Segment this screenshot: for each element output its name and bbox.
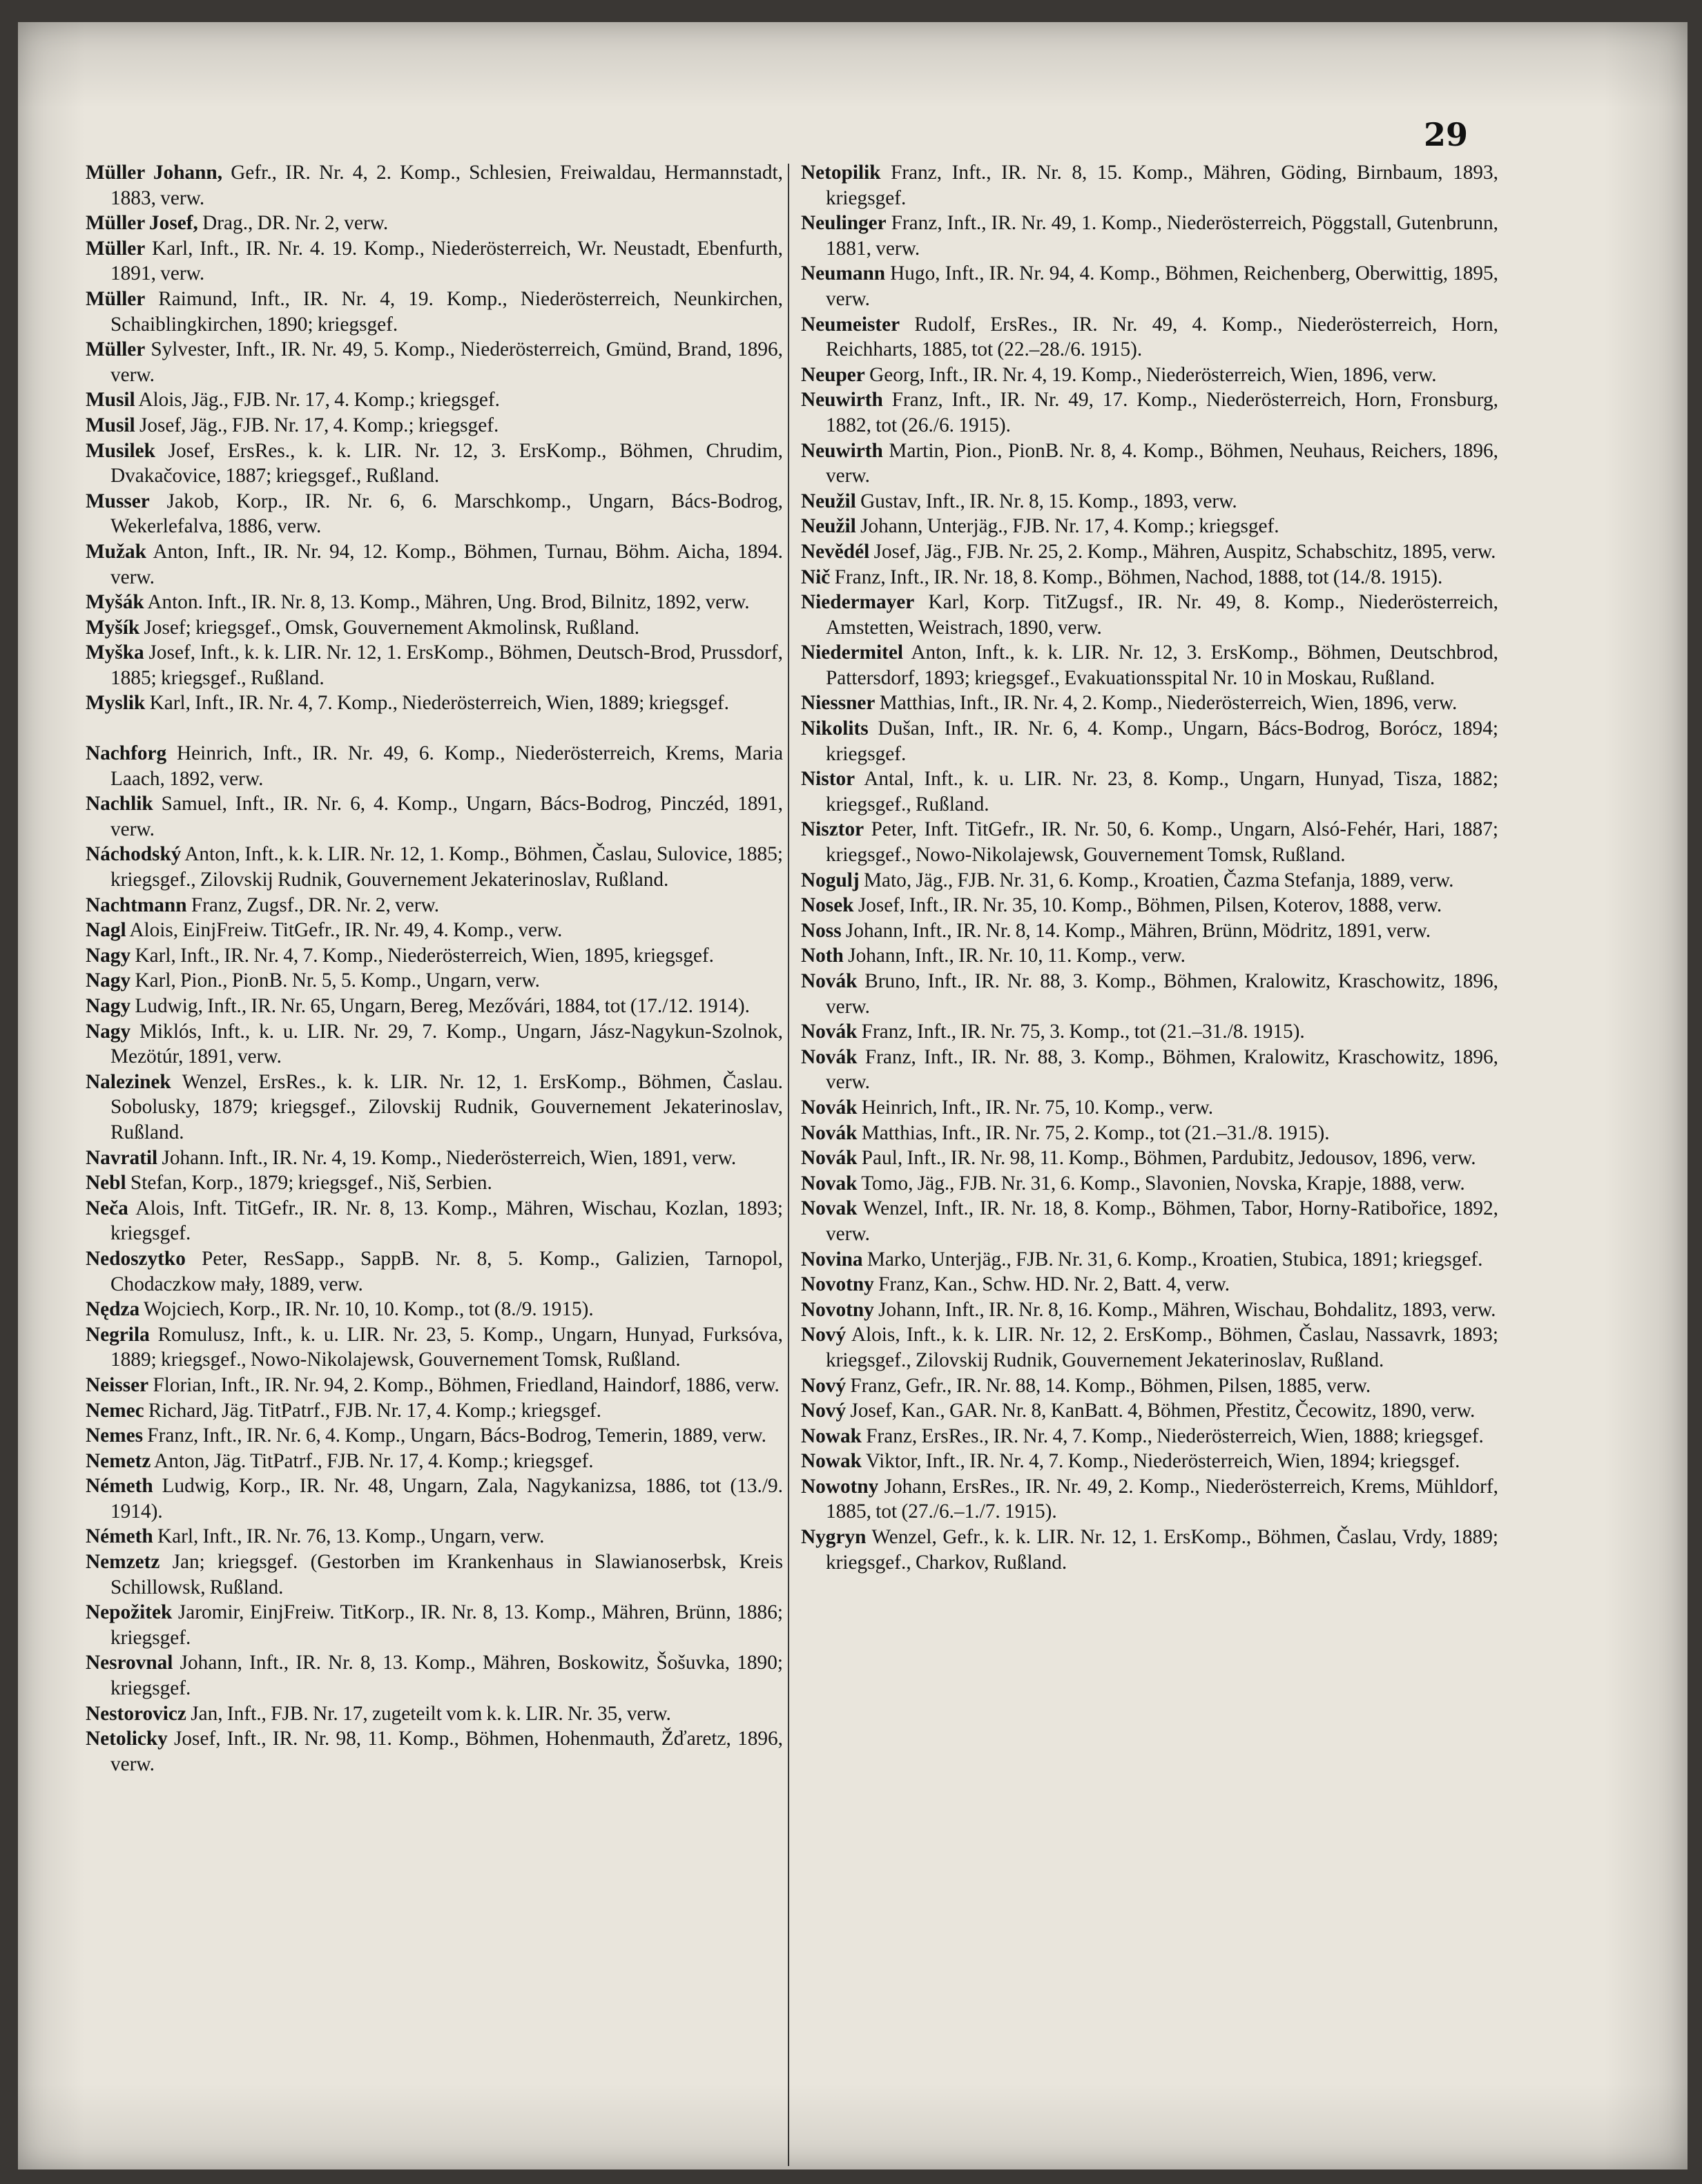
entry-details: Franz, Inft., IR. Nr. 18, 8. Komp., Böhmen, Nachod, 1888, tot (14./8. 1915). — [830, 566, 1443, 588]
list-entry — [801, 817, 1498, 867]
entry-details: Anton. Inft., IR. Nr. 8, 13. Komp., Mähren, Ung. Brod, Bilnitz, 1892, verw. — [144, 591, 750, 614]
entry-details: Richard, Jäg. TitPatrf., FJB. Nr. 17, 4. Komp.; kriegsgef. — [144, 1399, 601, 1422]
list-entry — [86, 590, 783, 615]
entry-details: Josef; kriegsgef., Omsk, Gouvernement Akmolinsk, Rußland. — [139, 616, 640, 639]
list-entry — [86, 413, 783, 438]
entry-surname: Noss — [801, 919, 842, 942]
entry-details: Wenzel, Gefr., k. k. LIR. Nr. 12, 1. ErsKomp., Böhmen, Časlau, Vrdy, 1889; kriegsgef., Charkov, Rußland. — [826, 1526, 1498, 1574]
list-entry — [801, 261, 1498, 311]
list-entry — [801, 438, 1498, 489]
entry-details: Karl, Pion., PionB. Nr. 5, 5. Komp., Ungarn, verw. — [130, 969, 541, 992]
entry-details: Karl, Inft., IR. Nr. 4, 7. Komp., Niederösterreich, Wien, 1889; kriegsgef. — [145, 692, 729, 715]
entry-surname: Nachlik — [86, 793, 153, 815]
list-entry — [86, 1473, 783, 1524]
list-entry — [86, 1650, 783, 1701]
entry-details: Karl, Inft., IR. Nr. 4. 19. Komp., Niederösterreich, Wr. Neustadt, Ebenfurth, 1891, verw. — [110, 237, 783, 285]
entry-details: Jakob, Korp., IR. Nr. 6, 6. Marschkomp., Ungarn, Bács-Bodrog, Wekerlefalva, 1886, verw. — [110, 490, 783, 538]
entry-details: Josef, Jäg., FJB. Nr. 25, 2. Komp., Mähren, Auspitz, Schabschitz, 1895, verw. — [869, 540, 1496, 563]
entry-details: Franz, ErsRes., IR. Nr. 4, 7. Komp., Niederösterreich, Wien, 1888; kriegsgef. — [861, 1424, 1484, 1447]
entry-surname: Nestorovicz — [86, 1702, 186, 1725]
entry-surname: Nogulj — [801, 869, 860, 891]
entry-surname: Novak — [801, 1197, 858, 1220]
entry-surname: Novotny — [801, 1298, 874, 1321]
list-entry — [86, 741, 783, 791]
entry-surname: Musilek — [86, 439, 155, 462]
entry-surname: Nebl — [86, 1172, 126, 1195]
list-entry — [801, 766, 1498, 817]
entry-details: Anton, Inft., k. k. LIR. Nr. 12, 3. ErsKomp., Böhmen, Deutschbrod, Pattersdorf, 1893; kriegsgef., Evakuationsspital Nr. 10 in Moskau, Rußland. — [826, 641, 1498, 689]
entry-surname: Nesrovnal — [86, 1652, 173, 1674]
entry-details: Johann, Inft., IR. Nr. 10, 11. Komp., verw. — [843, 945, 1186, 967]
entry-surname: Müller — [86, 237, 146, 260]
entry-details: Franz, Inft., IR. Nr. 88, 3. Komp., Böhmen, Kralowitz, Kraschowitz, 1896, verw. — [826, 1045, 1498, 1094]
entry-details: Josef, Inft., IR. Nr. 98, 11. Komp., Böhmen, Hohenmauth, Žďaretz, 1896, verw. — [110, 1728, 783, 1775]
list-entry — [801, 565, 1498, 590]
entry-details: Gustav, Inft., IR. Nr. 8, 15. Komp., 1893, verw. — [855, 490, 1237, 512]
list-entry — [801, 868, 1498, 893]
list-entry — [86, 690, 783, 716]
right-column — [801, 160, 1498, 1575]
entry-surname: Musser — [86, 490, 150, 512]
entry-details: Wojciech, Korp., IR. Nr. 10, 10. Komp., tot (8./9. 1915). — [139, 1298, 594, 1321]
entry-details: Alois, Inft. TitGefr., IR. Nr. 8, 13. Komp., Mähren, Wischau, Kozlan, 1893; kriegsgef. — [110, 1197, 783, 1245]
list-entry — [801, 1398, 1498, 1424]
entry-details: Josef, Inft., IR. Nr. 35, 10. Komp., Böhmen, Pilsen, Koterov, 1888, verw. — [853, 894, 1442, 917]
entry-details: Jan, Inft., FJB. Nr. 17, zugeteilt vom k. k. LIR. Nr. 35, verw. — [186, 1702, 671, 1725]
entry-surname: Nygryn — [801, 1526, 867, 1549]
entry-details: Alois, EinjFreiw. TitGefr., IR. Nr. 49, 4. Komp., verw. — [126, 919, 563, 942]
entry-details: Peter, ResSapp., SappB. Nr. 8, 5. Komp., Galizien, Tarnopol, Chodaczkow mały, 1889, verw. — [110, 1247, 783, 1295]
list-entry — [86, 1246, 783, 1297]
list-entry — [86, 640, 783, 690]
entry-surname: Neužil — [801, 515, 856, 538]
entry-surname: Novák — [801, 1045, 858, 1068]
entry-surname: Neužil — [801, 490, 856, 512]
column-divider — [788, 164, 789, 2166]
entry-details: Franz, Inft., IR. Nr. 8, 15. Komp., Mähren, Göding, Birnbaum, 1893, kriegsgef. — [826, 162, 1498, 209]
list-entry — [801, 690, 1498, 716]
list-entry — [86, 1170, 783, 1196]
entry-surname: Neuwirth — [801, 389, 883, 412]
entry-details: Raimund, Inft., IR. Nr. 4, 19. Komp., Niederösterreich, Neunkirchen, Schaiblingkirchen, 1890; kriegsgef. — [110, 287, 783, 336]
entry-details: Jaromir, EinjFreiw. TitKorp., IR. Nr. 8, 13. Komp., Mähren, Brünn, 1886; kriegsgef. — [110, 1601, 783, 1649]
entry-details: Florian, Inft., IR. Nr. 94, 2. Komp., Böhmen, Friedland, Haindorf, 1886, verw. — [148, 1373, 780, 1396]
entry-surname: Negrila — [86, 1323, 150, 1346]
entry-details: Wenzel, ErsRes., k. k. LIR. Nr. 12, 1. ErsKomp., Böhmen, Časlau. Sobolusky, 1879; kriegsgef., Zilovskij Rudnik, Gouvernement Jekaterinoslav, Rußland. — [110, 1070, 783, 1143]
list-entry — [801, 1424, 1498, 1449]
entry-surname: Novák — [801, 1147, 858, 1170]
entry-details: Stefan, Korp., 1879; kriegsgef., Niš, Serbien. — [126, 1172, 492, 1195]
entry-surname: Nosek — [801, 894, 854, 917]
list-entry — [801, 716, 1498, 766]
entry-details: Peter, Inft. TitGefr., IR. Nr. 50, 6. Komp., Ungarn, Alsó-Fehér, Hari, 1887; kriegsgef., Nowo-Nikolajewsk, Gouvernement Tomsk, Rußland. — [826, 818, 1498, 867]
entry-details: Franz, Kan., Schw. HD. Nr. 2, Batt. 4, verw. — [873, 1273, 1230, 1296]
entry-details: Gefr., IR. Nr. 4, 2. Komp., Schlesien, Freiwaldau, Hermannstadt, 1883, verw. — [110, 162, 783, 209]
entry-surname: Neča — [86, 1197, 128, 1219]
entry-details: Wenzel, Inft., IR. Nr. 18, 8. Komp., Böhmen, Tabor, Horny-Ratibořice, 1892, verw. — [826, 1197, 1498, 1245]
entry-details: Karl, Korp. TitZugsf., IR. Nr. 49, 8. Komp., Niederösterreich, Amstetten, Weistrach, 1890, verw. — [826, 591, 1498, 639]
entry-details: Franz, Gefr., IR. Nr. 88, 14. Komp., Böhmen, Pilsen, 1885, verw. — [846, 1374, 1371, 1397]
entry-surname: Novák — [801, 1096, 858, 1119]
entry-surname: Németh — [86, 1475, 153, 1498]
list-entry — [801, 1146, 1498, 1171]
list-entry — [86, 438, 783, 489]
entry-surname: Novák — [801, 970, 858, 992]
entry-details: Josef, Inft., k. k. LIR. Nr. 12, 1. ErsKomp., Böhmen, Deutsch-Brod, Prussdorf, 1885; kriegsgef., Rußland. — [110, 641, 783, 689]
entry-surname: Nalezinek — [86, 1070, 171, 1093]
list-entry — [86, 1726, 783, 1777]
entry-details: Drag., DR. Nr. 2, verw. — [197, 212, 389, 235]
entry-surname: Müller Johann, — [86, 162, 223, 184]
list-entry — [86, 943, 783, 969]
entry-details: Franz, Inft., IR. Nr. 6, 4. Komp., Ungarn, Bács-Bodrog, Temerin, 1889, verw. — [142, 1424, 766, 1447]
entry-details: Martin, Pion., PionB. Nr. 8, 4. Komp., Böhmen, Neuhaus, Reichers, 1896, verw. — [826, 439, 1498, 487]
entry-surname: Nagy — [86, 944, 131, 967]
list-entry — [86, 387, 783, 413]
entry-details: Franz, Zugsf., DR. Nr. 2, verw. — [186, 893, 440, 916]
entry-surname: Nistor — [801, 768, 855, 791]
entry-surname: Nowotny — [801, 1475, 879, 1498]
entry-surname: Müller Josef, — [86, 212, 198, 235]
list-entry — [801, 1322, 1498, 1373]
entry-details: Mato, Jäg., FJB. Nr. 31, 6. Komp., Kroatien, Čazma Stefanja, 1889, verw. — [859, 869, 1454, 891]
entry-surname: Nowak — [801, 1450, 862, 1473]
list-entry — [86, 842, 783, 892]
entry-details: Heinrich, Inft., IR. Nr. 49, 6. Komp., Niederösterreich, Krems, Maria Laach, 1892, verw. — [110, 742, 783, 790]
entry-surname: Neuper — [801, 363, 865, 386]
entry-surname: Nędza — [86, 1298, 140, 1321]
entry-details: Alois, Jäg., FJB. Nr. 17, 4. Komp.; kriegsgef. — [135, 389, 500, 412]
list-entry — [86, 615, 783, 641]
entry-details: Alois, Inft., k. k. LIR. Nr. 12, 2. ErsKomp., Böhmen, Časlau, Nassavrk, 1893; kriegsgef., Zilovskij Rudnik, Gouvernement Jekaterinoslav, Rußland. — [826, 1324, 1498, 1371]
entry-surname: Müller — [86, 287, 146, 310]
list-entry — [801, 1525, 1498, 1575]
list-entry — [801, 211, 1498, 261]
entry-surname: Nemetz — [86, 1449, 151, 1472]
entry-surname: Myška — [86, 641, 144, 664]
list-entry — [86, 489, 783, 539]
list-entry — [801, 489, 1498, 514]
entry-surname: Nemec — [86, 1399, 144, 1422]
entry-surname: Mužak — [86, 540, 146, 563]
entry-details: Dušan, Inft., IR. Nr. 6, 4. Komp., Ungarn, Bács-Bodrog, Borócz, 1894; kriegsgef. — [826, 717, 1498, 765]
entry-surname: Niessner — [801, 692, 876, 715]
entry-details: Marko, Unterjäg., FJB. Nr. 31, 6. Komp., Kroatien, Stubica, 1891; kriegsgef. — [862, 1248, 1483, 1270]
entry-surname: Novotny — [801, 1273, 874, 1296]
entry-details: Johann, Inft., IR. Nr. 8, 14. Komp., Mähren, Brünn, Mödritz, 1891, verw. — [841, 919, 1431, 942]
list-entry — [801, 1297, 1498, 1323]
entry-surname: Niedermayer — [801, 591, 915, 614]
entry-surname: Noth — [801, 945, 844, 967]
entry-details: Tomo, Jäg., FJB. Nr. 31, 6. Komp., Slavonien, Novska, Krapje, 1888, verw. — [857, 1172, 1465, 1195]
list-entry — [801, 1121, 1498, 1146]
entry-surname: Náchodský — [86, 843, 182, 866]
list-entry — [801, 1474, 1498, 1525]
list-entry — [86, 539, 783, 590]
entry-details: Bruno, Inft., IR. Nr. 88, 3. Komp., Böhmen, Kralowitz, Kraschowitz, 1896, verw. — [826, 970, 1498, 1018]
entry-details: Romulusz, Inft., k. u. LIR. Nr. 23, 5. Komp., Ungarn, Hunyad, Furksóva, 1889; kriegsgef., Nowo-Nikolajewsk, Gouvernement Tomsk, Rußland. — [110, 1323, 783, 1371]
list-entry — [801, 1247, 1498, 1273]
document-page — [18, 22, 1688, 2169]
entry-details: Matthias, Inft., IR. Nr. 75, 2. Komp., tot (21.–31./8. 1915). — [857, 1121, 1330, 1144]
left-column — [86, 160, 783, 1777]
list-entry — [801, 539, 1498, 565]
entry-details: Ludwig, Inft., IR. Nr. 65, Ungarn, Bereg, Mezővári, 1884, tot (17./12. 1914). — [130, 995, 750, 1017]
entry-details: Hugo, Inft., IR. Nr. 94, 4. Komp., Böhmen, Reichenberg, Oberwittig, 1895, verw. — [826, 262, 1498, 310]
entry-details: Karl, Inft., IR. Nr. 76, 13. Komp., Ungarn, verw. — [153, 1525, 545, 1548]
entry-surname: Nový — [801, 1374, 847, 1397]
list-entry — [801, 1171, 1498, 1197]
list-entry — [801, 1045, 1498, 1095]
list-entry — [801, 969, 1498, 1019]
entry-surname: Németh — [86, 1525, 153, 1548]
entry-details: Karl, Inft., IR. Nr. 4, 7. Komp., Niederösterreich, Wien, 1895, kriegsgef. — [130, 944, 714, 967]
entry-surname: Nedoszytko — [86, 1247, 186, 1270]
entry-surname: Nemes — [86, 1424, 143, 1447]
entry-details: Franz, Inft., IR. Nr. 75, 3. Komp., tot (21.–31./8. 1915). — [857, 1021, 1305, 1043]
entry-details: Jan; kriegsgef. (Gestorben im Krankenhaus in Slawianoserbsk, Kreis Schillowsk, Rußland. — [110, 1551, 783, 1598]
list-entry — [86, 211, 783, 236]
entry-surname: Nový — [801, 1324, 847, 1346]
page-number: 29 — [1424, 116, 1469, 153]
entry-surname: Netopilik — [801, 162, 881, 184]
entry-details: Anton, Inft., k. k. LIR. Nr. 12, 1. Komp., Böhmen, Časlau, Sulovice, 1885; kriegsgef., Zilovskij Rudnik, Gouvernement Jekaterinoslav, Rußland. — [110, 843, 783, 891]
entry-surname: Myšák — [86, 591, 144, 614]
entry-details: Johann, Inft., IR. Nr. 8, 13. Komp., Mähren, Boskowitz, Šošuvka, 1890; kriegsgef. — [110, 1652, 783, 1700]
list-entry — [801, 640, 1498, 690]
list-entry — [86, 791, 783, 842]
entry-details: Antal, Inft., k. u. LIR. Nr. 23, 8. Komp., Ungarn, Hunyad, Tisza, 1882; kriegsgef., Rußland. — [826, 768, 1498, 815]
list-entry — [86, 1449, 783, 1474]
list-entry — [801, 312, 1498, 363]
list-entry — [801, 514, 1498, 539]
entry-details: Franz, Inft., IR. Nr. 49, 17. Komp., Niederösterreich, Horn, Fronsburg, 1882, tot (26./6. 1915). — [826, 389, 1498, 436]
list-entry — [86, 287, 783, 337]
entry-details: Viktor, Inft., IR. Nr. 4, 7. Komp., Niederösterreich, Wien, 1894; kriegsgef. — [861, 1450, 1460, 1473]
list-entry — [86, 1398, 783, 1424]
entry-surname: Myšík — [86, 616, 140, 639]
entry-details: Miklós, Inft., k. u. LIR. Nr. 29, 7. Komp., Ungarn, Jász-Nagykun-Szolnok, Mezötúr, 1891, verw. — [110, 1020, 783, 1068]
entry-surname: Nič — [801, 566, 831, 588]
entry-surname: Neumann — [801, 262, 886, 285]
list-entry — [86, 1019, 783, 1070]
list-entry — [86, 1070, 783, 1146]
entry-details: Johann, ErsRes., IR. Nr. 49, 2. Komp., Niederösterreich, Krems, Mühldorf, 1885, tot (27./6.–1./7. 1915). — [826, 1475, 1498, 1523]
entry-surname: Nisztor — [801, 818, 864, 841]
entry-surname: Nový — [801, 1400, 847, 1422]
entry-details: Josef, ErsRes., k. k. LIR. Nr. 12, 3. ErsKomp., Böhmen, Chrudim, Dvakačovice, 1887; kriegsgef., Rußland. — [110, 439, 783, 487]
entry-surname: Novák — [801, 1021, 858, 1043]
entry-surname: Neulinger — [801, 212, 887, 235]
entry-surname: Nachforg — [86, 742, 167, 765]
entry-details: Matthias, Inft., IR. Nr. 4, 2. Komp., Niederösterreich, Wien, 1896, verw. — [875, 692, 1458, 715]
entry-surname: Nemzetz — [86, 1551, 160, 1574]
entry-surname: Novak — [801, 1172, 858, 1195]
list-entry — [801, 160, 1498, 211]
entry-surname: Neisser — [86, 1373, 149, 1396]
list-entry — [801, 943, 1498, 969]
entry-surname: Nagy — [86, 995, 131, 1017]
entry-surname: Nevědél — [801, 540, 870, 563]
entry-details: Heinrich, Inft., IR. Nr. 75, 10. Komp., verw. — [857, 1096, 1214, 1119]
entry-surname: Neumeister — [801, 313, 900, 336]
list-entry — [801, 893, 1498, 918]
entry-surname: Nagl — [86, 919, 126, 942]
entry-details: Ludwig, Korp., IR. Nr. 48, Ungarn, Zala, Nagykanizsa, 1886, tot (13./9. 1914). — [110, 1475, 783, 1523]
list-entry — [86, 893, 783, 918]
entry-surname: Nowak — [801, 1424, 862, 1447]
list-entry — [86, 1524, 783, 1549]
entry-surname: Myslik — [86, 692, 146, 715]
entry-details: Johann. Inft., IR. Nr. 4, 19. Komp., Niederösterreich, Wien, 1891, verw. — [157, 1146, 737, 1169]
list-entry — [86, 1600, 783, 1650]
list-entry — [801, 1196, 1498, 1246]
list-entry — [801, 1449, 1498, 1474]
entry-details: Josef, Kan., GAR. Nr. 8, KanBatt. 4, Böhmen, Přestitz, Čecowitz, 1890, verw. — [846, 1400, 1476, 1422]
list-entry — [86, 1297, 783, 1322]
entry-details: Paul, Inft., IR. Nr. 98, 11. Komp., Böhmen, Pardubitz, Jedousov, 1896, verw. — [857, 1147, 1476, 1170]
list-entry — [86, 1549, 783, 1600]
list-entry — [801, 363, 1498, 388]
entry-surname: Nikolits — [801, 717, 869, 740]
entry-surname: Musil — [86, 414, 135, 436]
entry-surname: Neuwirth — [801, 439, 883, 462]
entry-details: Rudolf, ErsRes., IR. Nr. 49, 4. Komp., Niederösterreich, Horn, Reichharts, 1885, tot (22.–28./6. 1915). — [826, 313, 1498, 361]
entry-details: Johann, Unterjäg., FJB. Nr. 17, 4. Komp.; kriegsgef. — [855, 515, 1279, 538]
list-entry — [86, 1701, 783, 1727]
entry-details: Josef, Jäg., FJB. Nr. 17, 4. Komp.; kriegsgef. — [135, 414, 499, 436]
entry-details: Georg, Inft., IR. Nr. 4, 19. Komp., Niederösterreich, Wien, 1896, verw. — [864, 363, 1437, 386]
list-entry — [86, 236, 783, 287]
entry-details: Anton, Inft., IR. Nr. 94, 12. Komp., Böhmen, Turnau, Böhm. Aicha, 1894. verw. — [110, 540, 783, 588]
entry-surname: Nagy — [86, 969, 131, 992]
entry-surname: Novina — [801, 1248, 863, 1270]
entry-details: Sylvester, Inft., IR. Nr. 49, 5. Komp., Niederösterreich, Gmünd, Brand, 1896, verw. — [110, 338, 783, 386]
entry-surname: Nagy — [86, 1020, 131, 1043]
list-entry — [86, 994, 783, 1019]
list-entry — [86, 160, 783, 211]
entry-details: Franz, Inft., IR. Nr. 49, 1. Komp., Niederösterreich, Pöggstall, Gutenbrunn, 1881, verw. — [826, 212, 1498, 260]
list-entry — [801, 590, 1498, 640]
list-entry — [801, 918, 1498, 944]
list-entry — [86, 1373, 783, 1398]
entry-surname: Müller — [86, 338, 146, 361]
entry-surname: Nepožitek — [86, 1601, 173, 1624]
list-entry — [86, 968, 783, 994]
list-entry — [801, 1272, 1498, 1297]
entry-details: Anton, Jäg. TitPatrf., FJB. Nr. 17, 4. Komp.; kriegsgef. — [151, 1449, 594, 1472]
entry-surname: Musil — [86, 389, 135, 412]
list-entry — [801, 1019, 1498, 1045]
list-entry — [86, 1146, 783, 1171]
entry-surname: Niedermitel — [801, 641, 904, 664]
entry-details: Samuel, Inft., IR. Nr. 6, 4. Komp., Ungarn, Bács-Bodrog, Pinczéd, 1891, verw. — [110, 793, 783, 840]
entry-surname: Nachtmann — [86, 893, 187, 916]
list-entry — [86, 1322, 783, 1373]
entry-surname: Novák — [801, 1121, 858, 1144]
list-entry — [86, 918, 783, 943]
entry-surname: Netolicky — [86, 1728, 168, 1750]
list-entry — [86, 1196, 783, 1246]
list-entry — [86, 1423, 783, 1449]
list-entry — [86, 337, 783, 387]
list-entry — [801, 1373, 1498, 1399]
list-entry — [801, 1095, 1498, 1121]
entry-surname: Navratil — [86, 1146, 158, 1169]
list-entry — [801, 387, 1498, 438]
entry-details: Johann, Inft., IR. Nr. 8, 16. Komp., Mähren, Wischau, Bohdalitz, 1893, verw. — [873, 1298, 1496, 1321]
